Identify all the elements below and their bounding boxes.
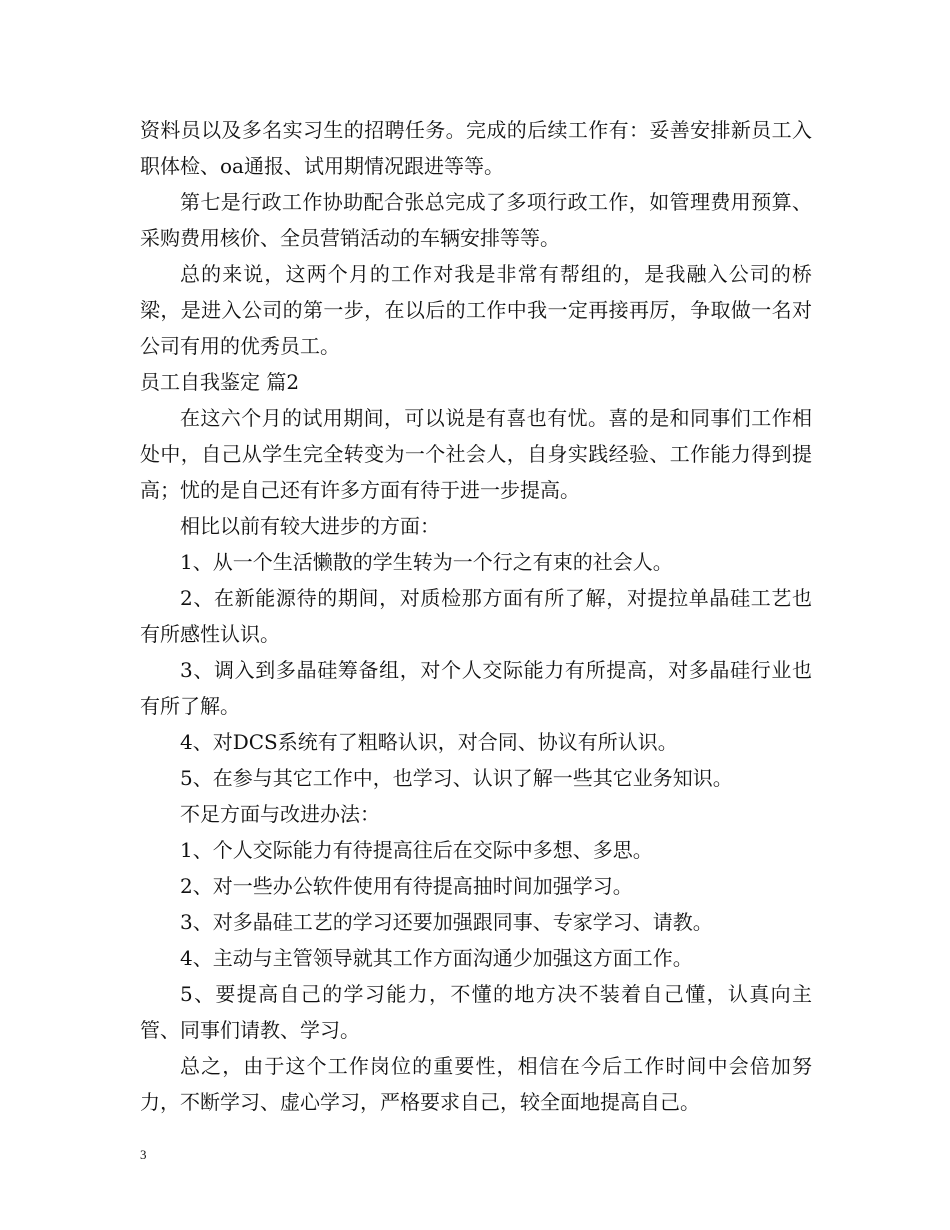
list-item: 3、对多晶硅工艺的学习还要加强跟同事、专家学习、请教。 <box>180 910 713 934</box>
paragraph: 总的来说，这两个月的工作对我是非常有帮组的，是我融入公司的桥梁，是进入公司的第一步，在以后的工作中我一定再接再厉，争取做一名对公司有用的优秀员工。 <box>140 262 812 358</box>
paragraph: 不足方面与改进办法： <box>180 802 380 826</box>
page-number: 3 <box>140 1147 147 1162</box>
list-item: 2、对一些办公软件使用有待提高抽时间加强学习。 <box>180 874 633 898</box>
list-item: 3、调入到多晶硅筹备组，对个人交际能力有所提高，对多晶硅行业也有所了解。 <box>140 658 812 718</box>
list-item: 5、在参与其它工作中，也学习、认识了解一些其它业务知识。 <box>180 766 733 790</box>
paragraph: 在这六个月的试用期间，可以说是有喜也有忧。喜的是和同事们工作相处中，自己从学生完全转变为一个社会人，自身实践经验、工作能力得到提高；忧的是自己还有许多方面有待于进一步提高。 <box>140 406 812 502</box>
paragraph: 资料员以及多名实习生的招聘任务。完成的后续工作有：妥善安排新员工入职体检、oa通报、试用期情况跟进等等。 <box>140 118 812 178</box>
list-item: 2、在新能源待的期间，对质检那方面有所了解，对提拉单晶硅工艺也有所感性认识。 <box>140 586 812 646</box>
list-item: 4、对DCS系统有了粗略认识，对合同、协议有所认识。 <box>180 730 678 754</box>
list-item: 5、要提高自己的学习能力，不懂的地方决不装着自己懂，认真向主管、同事们请教、学习。 <box>140 982 812 1042</box>
list-item: 1、从一个生活懒散的学生转为一个行之有束的社会人。 <box>180 550 673 574</box>
document-body <box>140 112 812 1120</box>
list-item: 4、主动与主管领导就其工作方面沟通少加强这方面工作。 <box>180 946 693 970</box>
paragraph: 第七是行政工作协助配合张总完成了多项行政工作，如管理费用预算、采购费用核价、全员营销活动的车辆安排等等。 <box>140 190 812 250</box>
section-heading: 员工自我鉴定 篇2 <box>140 370 300 394</box>
paragraph: 总之，由于这个工作岗位的重要性，相信在今后工作时间中会倍加努力，不断学习、虚心学习，严格要求自己，较全面地提高自己。 <box>140 1054 812 1114</box>
list-item: 1、个人交际能力有待提高往后在交际中多想、多思。 <box>180 838 653 862</box>
paragraph: 相比以前有较大进步的方面： <box>180 514 440 538</box>
